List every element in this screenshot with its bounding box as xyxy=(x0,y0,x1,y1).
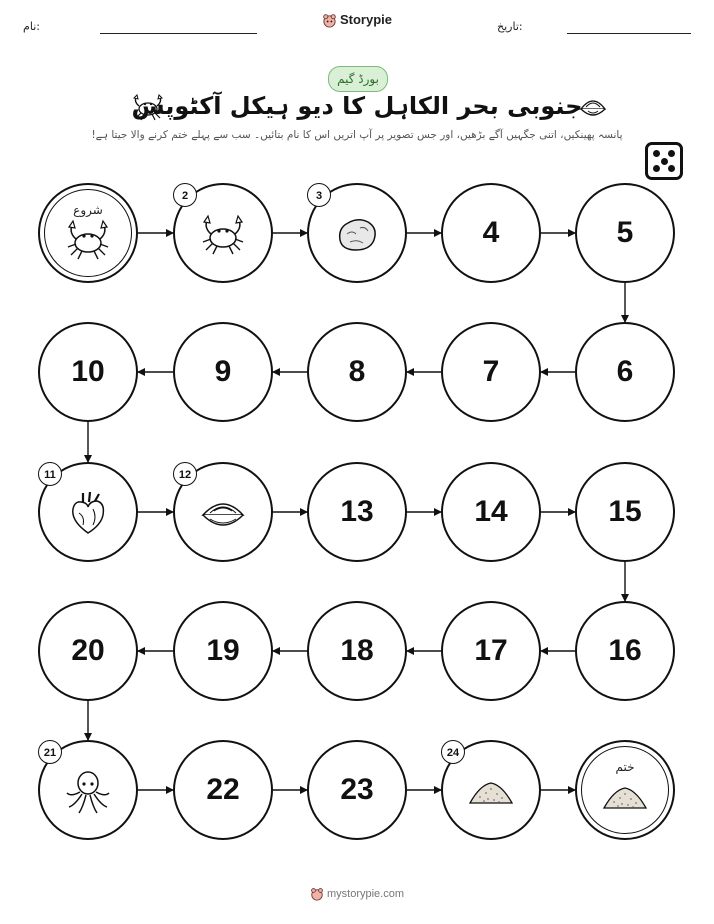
board-space-18 xyxy=(307,601,407,701)
heart-icon xyxy=(63,489,113,539)
space-number-badge: 21 xyxy=(38,740,62,764)
start-space xyxy=(38,183,138,283)
space-number: 15 xyxy=(608,495,642,528)
board-space-15 xyxy=(575,462,675,562)
crab-icon xyxy=(63,215,113,265)
board-space-3 xyxy=(307,183,407,283)
finish-label: ختم xyxy=(615,760,635,774)
board-space-24 xyxy=(441,740,541,840)
board-space-20 xyxy=(38,601,138,701)
board-game-tag: بورڈ گیم xyxy=(328,66,388,92)
board-space-17 xyxy=(441,601,541,701)
space-number-badge: 24 xyxy=(441,740,465,764)
board-space-14 xyxy=(441,462,541,562)
sand-icon xyxy=(600,772,650,822)
date-label: تاریخ: xyxy=(497,20,523,33)
board-space-5 xyxy=(575,183,675,283)
board-space-12 xyxy=(173,462,273,562)
page-title: جنوبی بحر الکاہل کا دیو ہیکل آکٹوپس xyxy=(131,92,583,120)
storypie-mascot-icon xyxy=(310,887,324,901)
sand-icon xyxy=(466,767,516,817)
board-space-7 xyxy=(441,322,541,422)
board-space-23 xyxy=(307,740,407,840)
space-number: 10 xyxy=(71,355,105,388)
crab-icon xyxy=(198,210,248,260)
footer-url[interactable]: mystorypie.com xyxy=(326,887,405,900)
board-space-6 xyxy=(575,322,675,422)
clam-icon xyxy=(198,489,248,539)
space-number: 13 xyxy=(340,495,374,528)
board-space-9 xyxy=(173,322,273,422)
space-number-badge: 2 xyxy=(173,183,197,207)
board-space-16 xyxy=(575,601,675,701)
finish-space xyxy=(575,740,675,840)
space-number: 19 xyxy=(206,634,240,667)
space-number: 6 xyxy=(616,355,634,388)
space-number: 16 xyxy=(608,634,642,667)
board-space-19 xyxy=(173,601,273,701)
space-number-badge: 11 xyxy=(38,462,62,486)
board-space-21 xyxy=(38,740,138,840)
board-space-22 xyxy=(173,740,273,840)
space-number: 9 xyxy=(214,355,232,388)
space-number: 17 xyxy=(474,634,508,667)
space-number-badge: 12 xyxy=(173,462,197,486)
board-space-4 xyxy=(441,183,541,283)
board-space-13 xyxy=(307,462,407,562)
start-label: شروع xyxy=(73,203,103,217)
space-number: 7 xyxy=(482,355,500,388)
board-space-2 xyxy=(173,183,273,283)
rock-icon xyxy=(332,210,382,260)
name-label: نام: xyxy=(23,20,40,33)
space-number-badge: 3 xyxy=(307,183,331,207)
space-number: 8 xyxy=(348,355,366,388)
instructions-text: پانسہ پھینکیں، اتنی جگہیں آگے بڑھیں، اور جس تصویر پر آپ اتریں اس کا نام بتائیں۔ سب سے پہلے ختم کرنے والا جیتا ہے! xyxy=(91,129,623,141)
space-number: 18 xyxy=(340,634,374,667)
board-space-11 xyxy=(38,462,138,562)
board-space-10 xyxy=(38,322,138,422)
space-number: 14 xyxy=(474,495,508,528)
space-number: 23 xyxy=(340,773,374,806)
board-space-8 xyxy=(307,322,407,422)
space-number: 5 xyxy=(616,216,634,249)
space-number: 4 xyxy=(482,216,500,249)
footer xyxy=(0,887,714,901)
space-number: 20 xyxy=(71,634,105,667)
brand-name: Storypie xyxy=(339,12,392,27)
octopus-icon xyxy=(63,767,113,817)
space-number: 22 xyxy=(206,773,240,806)
